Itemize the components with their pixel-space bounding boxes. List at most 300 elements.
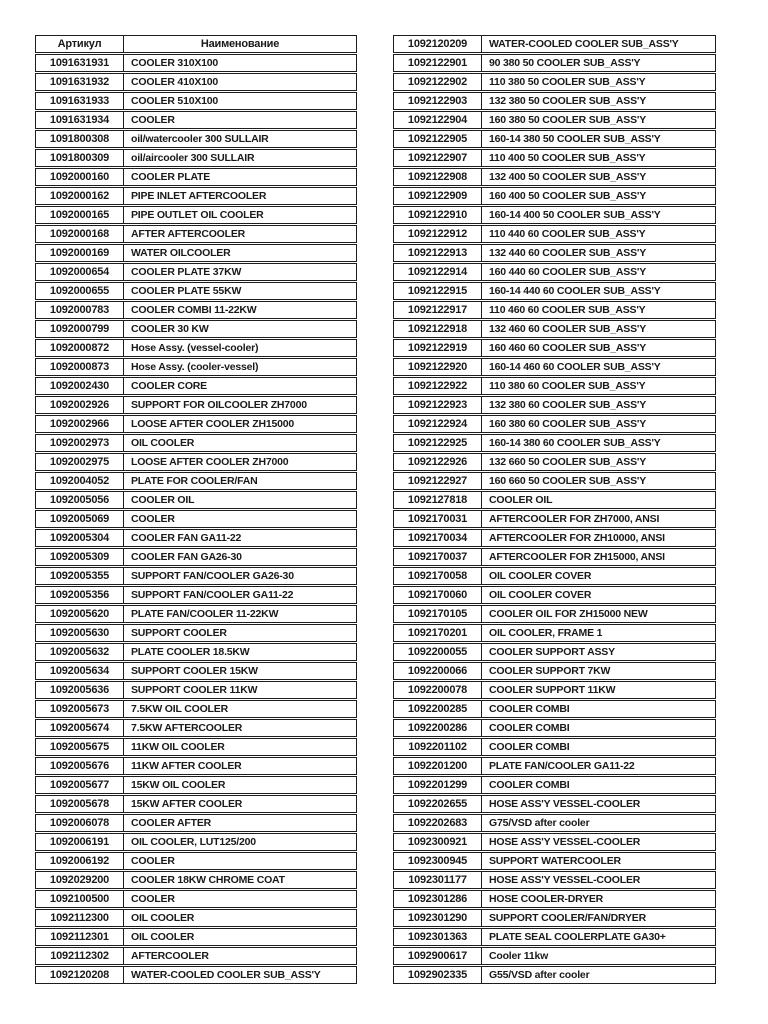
name-cell: HOSE ASS'Y VESSEL-COOLER: [489, 836, 641, 848]
table-row: [393, 111, 716, 129]
name-cell: 132 660 50 COOLER SUB_ASS'Y: [489, 456, 647, 468]
name-cell: 160-14 400 50 COOLER SUB_ASS'Y: [489, 209, 661, 221]
article-cell: 1092000873: [36, 359, 124, 375]
article-cell: 1092200055: [394, 644, 482, 660]
article-cell: 1092000168: [36, 226, 124, 242]
article-cell: 1092122915: [394, 283, 482, 299]
name-cell: 160-14 380 60 COOLER SUB_ASS'Y: [489, 437, 661, 449]
table-row: [393, 396, 716, 414]
table-row: [35, 187, 357, 205]
table-row: [393, 776, 716, 794]
article-cell: 1092900617: [394, 948, 482, 964]
name-cell: 160 460 60 COOLER SUB_ASS'Y: [489, 342, 647, 354]
article-cell: 1092122904: [394, 112, 482, 128]
table-row: [393, 130, 716, 148]
article-cell: 1092000872: [36, 340, 124, 356]
article-cell: 1092006192: [36, 853, 124, 869]
table-row: [393, 54, 716, 72]
table-row: [393, 491, 716, 509]
article-cell: 1092029200: [36, 872, 124, 888]
article-cell: 1092122923: [394, 397, 482, 413]
name-cell: COOLER 510X100: [131, 95, 219, 107]
table-row: [35, 130, 357, 148]
table-body-left: [35, 54, 357, 984]
article-cell: 1092000169: [36, 245, 124, 261]
table-row: [35, 111, 357, 129]
article-cell: 1092005632: [36, 644, 124, 660]
name-cell: PLATE FAN/COOLER 11-22KW: [131, 608, 279, 620]
table-row: [393, 472, 716, 490]
article-cell: 1092005355: [36, 568, 124, 584]
table-row: [35, 339, 357, 357]
name-cell: AFTERCOOLER FOR ZH7000, ANSI: [489, 513, 660, 525]
name-cell: PLATE FOR COOLER/FAN: [131, 475, 258, 487]
article-cell: 1092005675: [36, 739, 124, 755]
article-cell: 1092300945: [394, 853, 482, 869]
table-row: [35, 529, 357, 547]
table-row: [393, 434, 716, 452]
table-row: [35, 871, 357, 889]
table-row: [393, 187, 716, 205]
table-row: [393, 624, 716, 642]
table-row: [393, 909, 716, 927]
table-row: [393, 73, 716, 91]
article-cell: 1092301363: [394, 929, 482, 945]
name-cell: HOSE ASS'Y VESSEL-COOLER: [489, 798, 641, 810]
name-cell: COOLER SUPPORT ASSY: [489, 646, 615, 658]
table-row: [393, 795, 716, 813]
name-cell: 160-14 440 60 COOLER SUB_ASS'Y: [489, 285, 661, 297]
table-row: [35, 567, 357, 585]
name-cell: 160-14 380 50 COOLER SUB_ASS'Y: [489, 133, 661, 145]
name-cell: 160 380 50 COOLER SUB_ASS'Y: [489, 114, 647, 126]
article-cell: 1092002926: [36, 397, 124, 413]
name-cell: 132 380 50 COOLER SUB_ASS'Y: [489, 95, 647, 107]
article-cell: 1092301290: [394, 910, 482, 926]
article-cell: 1092200078: [394, 682, 482, 698]
article-cell: 1092122919: [394, 340, 482, 356]
name-cell: COOLER SUPPORT 7KW: [489, 665, 611, 677]
article-cell: 1092005636: [36, 682, 124, 698]
article-cell: 1092006078: [36, 815, 124, 831]
article-cell: 1092122926: [394, 454, 482, 470]
article-cell: 1092100500: [36, 891, 124, 907]
name-cell: COOLER: [131, 893, 175, 905]
article-cell: 1092170201: [394, 625, 482, 641]
article-cell: 1091631932: [36, 74, 124, 90]
name-cell: OIL COOLER, FRAME 1: [489, 627, 603, 639]
name-cell: 160 440 60 COOLER SUB_ASS'Y: [489, 266, 647, 278]
table-row: [393, 852, 716, 870]
article-cell: 1092005674: [36, 720, 124, 736]
name-cell: COOLER: [131, 114, 175, 126]
name-cell: PLATE SEAL COOLERPLATE GA30+: [489, 931, 666, 943]
article-cell: 1092005673: [36, 701, 124, 717]
table-row: [35, 757, 357, 775]
article-cell: 1092122917: [394, 302, 482, 318]
article-cell: 1092000162: [36, 188, 124, 204]
article-cell: 1092122901: [394, 55, 482, 71]
article-cell: 1092122902: [394, 74, 482, 90]
article-cell: 1092122927: [394, 473, 482, 489]
name-cell: COOLER 30 KW: [131, 323, 209, 335]
table-row: [35, 928, 357, 946]
table-row: [35, 320, 357, 338]
name-cell: COOLER: [131, 513, 175, 525]
column-header-name: Наименование: [200, 38, 280, 50]
article-cell: 1092170060: [394, 587, 482, 603]
article-cell: 1092201102: [394, 739, 482, 755]
name-cell: 110 440 60 COOLER SUB_ASS'Y: [489, 228, 646, 240]
table-row: [35, 833, 357, 851]
name-cell: COOLER 18KW CHROME COAT: [131, 874, 285, 886]
table-row: [35, 605, 357, 623]
article-cell: 1092301286: [394, 891, 482, 907]
name-cell: COOLER CORE: [131, 380, 207, 392]
name-cell: COOLER: [131, 855, 175, 867]
table-row: [35, 244, 357, 262]
table-row: [393, 377, 716, 395]
table-row: [35, 168, 357, 186]
name-cell: 160 380 60 COOLER SUB_ASS'Y: [489, 418, 647, 430]
article-cell: 1092122924: [394, 416, 482, 432]
table-row: [393, 415, 716, 433]
article-cell: 1091631934: [36, 112, 124, 128]
name-cell: oil/aircooler 300 SULLAIR: [131, 152, 255, 164]
name-cell: 110 380 60 COOLER SUB_ASS'Y: [489, 380, 646, 392]
name-cell: 110 400 50 COOLER SUB_ASS'Y: [489, 152, 646, 164]
article-cell: 1092170058: [394, 568, 482, 584]
table-row: [393, 339, 716, 357]
table-row: [35, 909, 357, 927]
article-cell: 1092002430: [36, 378, 124, 394]
table-row: [393, 206, 716, 224]
table-row: [35, 548, 357, 566]
table-row: [35, 510, 357, 528]
name-cell: Cooler 11kw: [489, 950, 549, 962]
table-row: [35, 301, 357, 319]
name-cell: OIL COOLER: [131, 912, 195, 924]
table-row: [393, 510, 716, 528]
table-row: [35, 453, 357, 471]
name-cell: LOOSE AFTER COOLER ZH15000: [131, 418, 295, 430]
table-row: [393, 453, 716, 471]
name-cell: PLATE COOLER 18.5KW: [131, 646, 250, 658]
table-row: [35, 852, 357, 870]
table-row: [35, 396, 357, 414]
name-cell: 160 400 50 COOLER SUB_ASS'Y: [489, 190, 647, 202]
name-cell: OIL COOLER COVER: [489, 570, 592, 582]
table-row: [35, 643, 357, 661]
table-row: [35, 890, 357, 908]
name-cell: COOLER COMBI: [489, 779, 570, 791]
table-row: [393, 890, 716, 908]
name-cell: SUPPORT COOLER: [131, 627, 227, 639]
table-row: [393, 225, 716, 243]
table-row: [393, 282, 716, 300]
article-cell: 1092005630: [36, 625, 124, 641]
table-row: [35, 738, 357, 756]
name-cell: COOLER OIL: [489, 494, 553, 506]
table-row: [393, 35, 716, 53]
name-cell: 132 440 60 COOLER SUB_ASS'Y: [489, 247, 647, 259]
table-row: [35, 795, 357, 813]
table-row: [35, 73, 357, 91]
table-row: [393, 529, 716, 547]
article-cell: 1092170037: [394, 549, 482, 565]
article-cell: 1092170031: [394, 511, 482, 527]
name-cell: COOLER COMBI: [489, 741, 570, 753]
article-cell: 1092122914: [394, 264, 482, 280]
article-cell: 1092122905: [394, 131, 482, 147]
table-row: [35, 149, 357, 167]
table-row: [393, 814, 716, 832]
table-row: [393, 871, 716, 889]
table-row: [393, 757, 716, 775]
article-cell: 1092170105: [394, 606, 482, 622]
article-cell: 1092005069: [36, 511, 124, 527]
article-cell: 1092201299: [394, 777, 482, 793]
name-cell: PIPE OUTLET OIL COOLER: [131, 209, 264, 221]
article-cell: 1092112301: [36, 929, 124, 945]
table-row: [35, 966, 357, 984]
article-cell: 1092202683: [394, 815, 482, 831]
article-cell: 1092122903: [394, 93, 482, 109]
article-cell: 1092000783: [36, 302, 124, 318]
table-row: [35, 700, 357, 718]
article-cell: 1092122925: [394, 435, 482, 451]
name-cell: COOLER COMBI: [489, 703, 570, 715]
article-cell: 1092122908: [394, 169, 482, 185]
name-cell: 11KW AFTER COOLER: [131, 760, 242, 772]
table-row: [35, 225, 357, 243]
article-cell: 1092005304: [36, 530, 124, 546]
name-cell: HOSE ASS'Y VESSEL-COOLER: [489, 874, 641, 886]
name-cell: PIPE INLET AFTERCOOLER: [131, 190, 267, 202]
article-cell: 1092200285: [394, 701, 482, 717]
name-cell: COOLER OIL: [131, 494, 195, 506]
table-row: [393, 966, 716, 984]
name-cell: COOLER 410X100: [131, 76, 219, 88]
table-row: [35, 662, 357, 680]
table-body-right: [393, 35, 716, 984]
table-row: [35, 624, 357, 642]
article-cell: 1091800308: [36, 131, 124, 147]
name-cell: HOSE COOLER-DRYER: [489, 893, 604, 905]
article-cell: 1092122909: [394, 188, 482, 204]
article-cell: 1092170034: [394, 530, 482, 546]
name-cell: 160 660 50 COOLER SUB_ASS'Y: [489, 475, 647, 487]
table-row: [393, 586, 716, 604]
article-cell: 1092122912: [394, 226, 482, 242]
table-row: [35, 263, 357, 281]
table-header-row: [35, 35, 357, 53]
name-cell: COOLER OIL FOR ZH15000 NEW: [489, 608, 648, 620]
article-cell: 1091800309: [36, 150, 124, 166]
name-cell: SUPPORT COOLER/FAN/DRYER: [489, 912, 646, 924]
article-cell: 1092200286: [394, 720, 482, 736]
table-row: [35, 358, 357, 376]
article-cell: 1092002973: [36, 435, 124, 451]
table-row: [35, 491, 357, 509]
name-cell: AFTERCOOLER FOR ZH10000, ANSI: [489, 532, 665, 544]
table-row: [393, 244, 716, 262]
table-row: [393, 149, 716, 167]
article-cell: 1092301177: [394, 872, 482, 888]
name-cell: 90 380 50 COOLER SUB_ASS'Y: [489, 57, 641, 69]
table-row: [35, 719, 357, 737]
table-row: [393, 358, 716, 376]
name-cell: WATER-COOLED COOLER SUB_ASS'Y: [489, 38, 679, 50]
table-row: [35, 415, 357, 433]
name-cell: 132 380 60 COOLER SUB_ASS'Y: [489, 399, 647, 411]
name-cell: SUPPORT FAN/COOLER GA26-30: [131, 570, 294, 582]
name-cell: WATER-COOLED COOLER SUB_ASS'Y: [131, 969, 321, 981]
article-cell: 1092122920: [394, 359, 482, 375]
name-cell: COOLER FAN GA26-30: [131, 551, 242, 563]
article-cell: 1092202655: [394, 796, 482, 812]
article-cell: 1092000654: [36, 264, 124, 280]
name-cell: 160-14 460 60 COOLER SUB_ASS'Y: [489, 361, 661, 373]
table-row: [35, 814, 357, 832]
table-row: [393, 833, 716, 851]
table-row: [35, 282, 357, 300]
table-row: [35, 586, 357, 604]
table-row: [35, 434, 357, 452]
article-cell: 1092902335: [394, 967, 482, 983]
table-row: [393, 719, 716, 737]
table-row: [393, 947, 716, 965]
name-cell: SUPPORT WATERCOOLER: [489, 855, 621, 867]
article-cell: 1092122907: [394, 150, 482, 166]
article-cell: 1092120209: [394, 36, 482, 52]
name-cell: OIL COOLER COVER: [489, 589, 592, 601]
name-cell: SUPPORT FAN/COOLER GA11-22: [131, 589, 294, 601]
name-cell: COOLER AFTER: [131, 817, 212, 829]
table-row: [393, 738, 716, 756]
article-cell: 1092002975: [36, 454, 124, 470]
name-cell: PLATE FAN/COOLER GA11-22: [489, 760, 635, 772]
name-cell: COOLER PLATE 55KW: [131, 285, 242, 297]
table-row: [393, 567, 716, 585]
table-row: [393, 548, 716, 566]
name-cell: COOLER COMBI 11-22KW: [131, 304, 257, 316]
article-cell: 1092005056: [36, 492, 124, 508]
article-cell: 1092112302: [36, 948, 124, 964]
name-cell: COOLER PLATE 37KW: [131, 266, 242, 278]
table-row: [35, 92, 357, 110]
table-row: [35, 472, 357, 490]
article-cell: 1092005676: [36, 758, 124, 774]
table-row: [35, 681, 357, 699]
name-cell: WATER OILCOOLER: [131, 247, 231, 259]
parts-table-left: [35, 35, 357, 985]
name-cell: 132 460 60 COOLER SUB_ASS'Y: [489, 323, 647, 335]
name-cell: COOLER SUPPORT 11KW: [489, 684, 616, 696]
name-cell: Hose Assy. (cooler-vessel): [131, 361, 259, 373]
article-cell: 1092300921: [394, 834, 482, 850]
article-cell: 1092006191: [36, 834, 124, 850]
name-cell: 11KW OIL COOLER: [131, 741, 225, 753]
name-cell: 15KW AFTER COOLER: [131, 798, 243, 810]
article-cell: 1092122910: [394, 207, 482, 223]
article-cell: 1092201200: [394, 758, 482, 774]
article-cell: 1092004052: [36, 473, 124, 489]
table-row: [393, 662, 716, 680]
name-cell: 15KW OIL COOLER: [131, 779, 226, 791]
table-row: [393, 605, 716, 623]
name-cell: 110 380 50 COOLER SUB_ASS'Y: [489, 76, 646, 88]
table-row: [35, 206, 357, 224]
article-cell: 1092122922: [394, 378, 482, 394]
name-cell: Hose Assy. (vessel-cooler): [131, 342, 259, 354]
name-cell: AFTER AFTERCOOLER: [131, 228, 246, 240]
table-row: [393, 168, 716, 186]
article-cell: 1092000165: [36, 207, 124, 223]
name-cell: AFTERCOOLER FOR ZH15000, ANSI: [489, 551, 665, 563]
table-row: [393, 643, 716, 661]
table-row: [35, 54, 357, 72]
article-cell: 1092002966: [36, 416, 124, 432]
name-cell: COOLER COMBI: [489, 722, 570, 734]
parts-table-right: [393, 35, 716, 985]
table-row: [35, 776, 357, 794]
article-cell: 1092122913: [394, 245, 482, 261]
name-cell: OIL COOLER: [131, 931, 195, 943]
article-cell: 1092000160: [36, 169, 124, 185]
table-row: [393, 301, 716, 319]
table-row: [393, 320, 716, 338]
column-header-article: Артикул: [36, 36, 124, 52]
name-cell: oil/watercooler 300 SULLAIR: [131, 133, 269, 145]
article-cell: 1092112300: [36, 910, 124, 926]
table-row: [393, 263, 716, 281]
article-cell: 1092005634: [36, 663, 124, 679]
name-cell: 132 400 50 COOLER SUB_ASS'Y: [489, 171, 647, 183]
name-cell: SUPPORT COOLER 11KW: [131, 684, 258, 696]
article-cell: 1092122918: [394, 321, 482, 337]
article-cell: 1092005678: [36, 796, 124, 812]
name-cell: COOLER FAN GA11-22: [131, 532, 242, 544]
name-cell: 110 460 60 COOLER SUB_ASS'Y: [489, 304, 646, 316]
name-cell: OIL COOLER, LUT125/200: [131, 836, 256, 848]
name-cell: COOLER PLATE: [131, 171, 211, 183]
article-cell: 1092005309: [36, 549, 124, 565]
table-row: [393, 700, 716, 718]
name-cell: LOOSE AFTER COOLER ZH7000: [131, 456, 289, 468]
name-cell: AFTERCOOLER: [131, 950, 209, 962]
name-cell: G55/VSD after cooler: [489, 969, 590, 981]
article-cell: 1092005356: [36, 587, 124, 603]
article-cell: 1092005677: [36, 777, 124, 793]
article-cell: 1092005620: [36, 606, 124, 622]
name-cell: SUPPORT FOR OILCOOLER ZH7000: [131, 399, 307, 411]
name-cell: OIL COOLER: [131, 437, 195, 449]
name-cell: G75/VSD after cooler: [489, 817, 590, 829]
article-cell: 1092000655: [36, 283, 124, 299]
name-cell: SUPPORT COOLER 15KW: [131, 665, 258, 677]
table-row: [35, 947, 357, 965]
article-cell: 1091631931: [36, 55, 124, 71]
name-cell: COOLER 310X100: [131, 57, 219, 69]
name-cell: 7.5KW AFTERCOOLER: [131, 722, 243, 734]
article-cell: 1092000799: [36, 321, 124, 337]
table-row: [393, 681, 716, 699]
table-row: [35, 377, 357, 395]
name-cell: 7.5KW OIL COOLER: [131, 703, 228, 715]
table-row: [393, 928, 716, 946]
article-cell: 1092200066: [394, 663, 482, 679]
